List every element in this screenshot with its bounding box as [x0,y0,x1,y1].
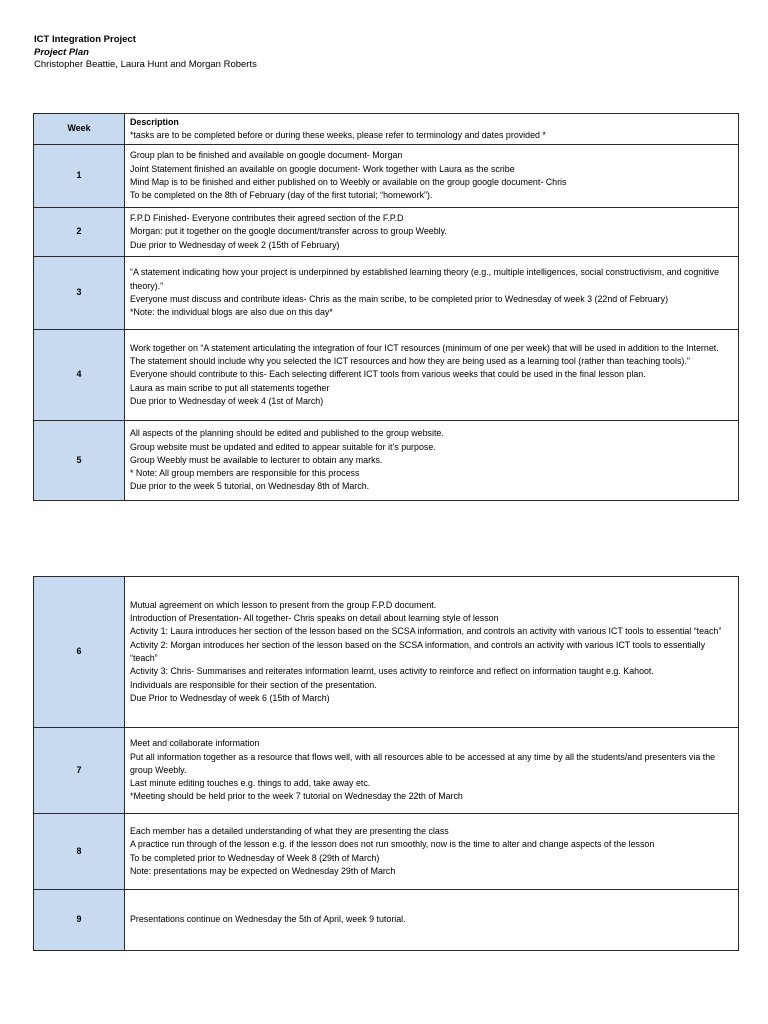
week-description [125,421,739,501]
description-line: Mutual agreement on which lesson to present from the group F.P.D document. [130,599,437,610]
table-row [34,208,739,257]
week-number: 2 [34,208,125,257]
table-row [34,330,739,421]
week-number: 9 [34,890,125,951]
description-line: Activity 2: Morgan introduces her section of the lesson based on the SCSA information, and controls an activity with various ICT tools to essentially “teach” [130,639,706,663]
description-line: Activity 3: Chris- Summarises and reiterates information learnt, uses activity to reinforce and reflect on information taught e.g. Kahoot. [130,666,654,677]
description-line: *Note: the individual blogs are also due on this day* [130,307,333,318]
description-line: F.P.D Finished- Everyone contributes their agreed section of the F.P.D [130,213,404,224]
table-row [34,728,739,814]
description-line: Group plan to be finished and available on google document- Morgan [130,150,403,161]
description-line: Mind Map is to be finished and either published on to Weebly or available on the group google document- Chris [130,177,567,187]
week-column-header: Week [34,114,125,145]
table-row [34,577,739,728]
description-line: Note: presentations may be expected on Wednesday 29th of March [130,865,396,876]
description-line: Introduction of Presentation- All together- Chris speaks on detail about learning style of lesson [130,613,499,624]
description-line: Individuals are responsible for their section of the presentation. [130,679,377,690]
description-line: Due Prior to Wednesday of week 6 (15th of March) [130,692,330,703]
description-line: Everyone must discuss and contribute ideas- Chris as the main scribe, to be completed prior to Wednesday of week 3 (22nd of February) [130,294,669,304]
description-line: Presentations continue on Wednesday the 5th of April, week 9 tutorial. [130,914,406,925]
week-description [125,890,739,951]
table-row [34,421,739,501]
table-row [34,145,739,208]
week-number: 4 [34,330,125,421]
table-header-row [34,114,739,145]
description-line: Laura as main scribe to put all statements together [130,382,330,393]
description-line: To be completed prior to Wednesday of Week 8 (29th of March) [130,852,380,863]
description-line: To be completed on the 8th of February (day of the first tutorial; “homework”). [130,190,433,201]
description-line: A practice run through of the lesson e.g. if the lesson does not run smoothly, now is the time to alter and change aspects of the lesson [130,839,655,850]
description-header-label: Description [130,116,179,127]
week-number: 5 [34,421,125,501]
description-line: Put all information together as a resource that flows well, with all resources able to be accessed at any time by all the students/and presenters via the group Weebly. [130,751,716,775]
week-number: 7 [34,728,125,814]
week-number: 6 [34,577,125,728]
project-plan-table [33,113,739,501]
description-line: *Meeting should be held prior to the week 7 tutorial on Wednesday the 22th of March [130,791,463,802]
document-subtitle: Project Plan [34,46,89,58]
description-line: * Note: All group members are responsible for this process [130,468,360,479]
table-row [34,814,739,890]
week-description [125,257,739,330]
description-line: Last minute editing touches e.g. things to add, take away etc. [130,778,371,789]
description-line: Group Weebly must be available to lecturer to obtain any marks. [130,454,383,465]
week-number: 1 [34,145,125,208]
project-plan-table-continued [33,576,739,951]
week-description [125,145,739,208]
week-description [125,814,739,890]
week-description [125,330,739,421]
description-line: Joint Statement finished an available on google document- Work together with Laura as the scribe [130,163,515,174]
description-line: Each member has a detailed understanding of what they are presenting the class [130,825,449,836]
description-line: Morgan: put it together on the google document/transfer across to group Weebly. [130,226,447,237]
description-line: Group website must be updated and edited to appear suitable for it’s purpose. [130,441,436,452]
document-title: ICT Integration Project [34,34,136,45]
description-line: Everyone should contribute to this- Each selecting different ICT tools from various weeks that could be used in the final lesson plan. [130,369,646,380]
description-line: Due prior to Wednesday of week 4 (1st of March) [130,395,324,406]
description-line: Due prior to Wednesday of week 2 (15th of February) [130,239,340,250]
description-column-header [125,114,739,145]
description-line: Activity 1: Laura introduces her section of the lesson based on the SCSA information, and controls an activity with various ICT tools to essential “teach” [130,626,722,637]
week-description [125,728,739,814]
description-line: Due prior to the week 5 tutorial, on Wednesday 8th of March. [130,481,370,492]
description-line: All aspects of the planning should be edited and published to the group website. [130,428,444,439]
week-description [125,208,739,257]
week-number: 8 [34,814,125,890]
week-number: 3 [34,257,125,330]
description-line: Work together on “A statement articulating the integration of four ICT resources (minimum of one per week) that will be used in addition to the Internet. The statement should include why you selected the ICT resources and how they are being used as a learning tool (rather than teaching tools).” [130,342,719,367]
table-row [34,257,739,330]
description-line: Meet and collaborate information [130,738,260,749]
description-header-note: *tasks are to be completed before or during these weeks, please refer to terminology and dates provided * [130,130,546,140]
table-row [34,890,739,951]
description-line: “A statement indicating how your project is underpinned by established learning theory (e.g., multiple intelligences, social constructivism, and cognitive theory).” [130,267,720,291]
document-authors: Christopher Beattie, Laura Hunt and Morgan Roberts [34,59,257,70]
document-header [34,34,257,72]
week-description [125,577,739,728]
